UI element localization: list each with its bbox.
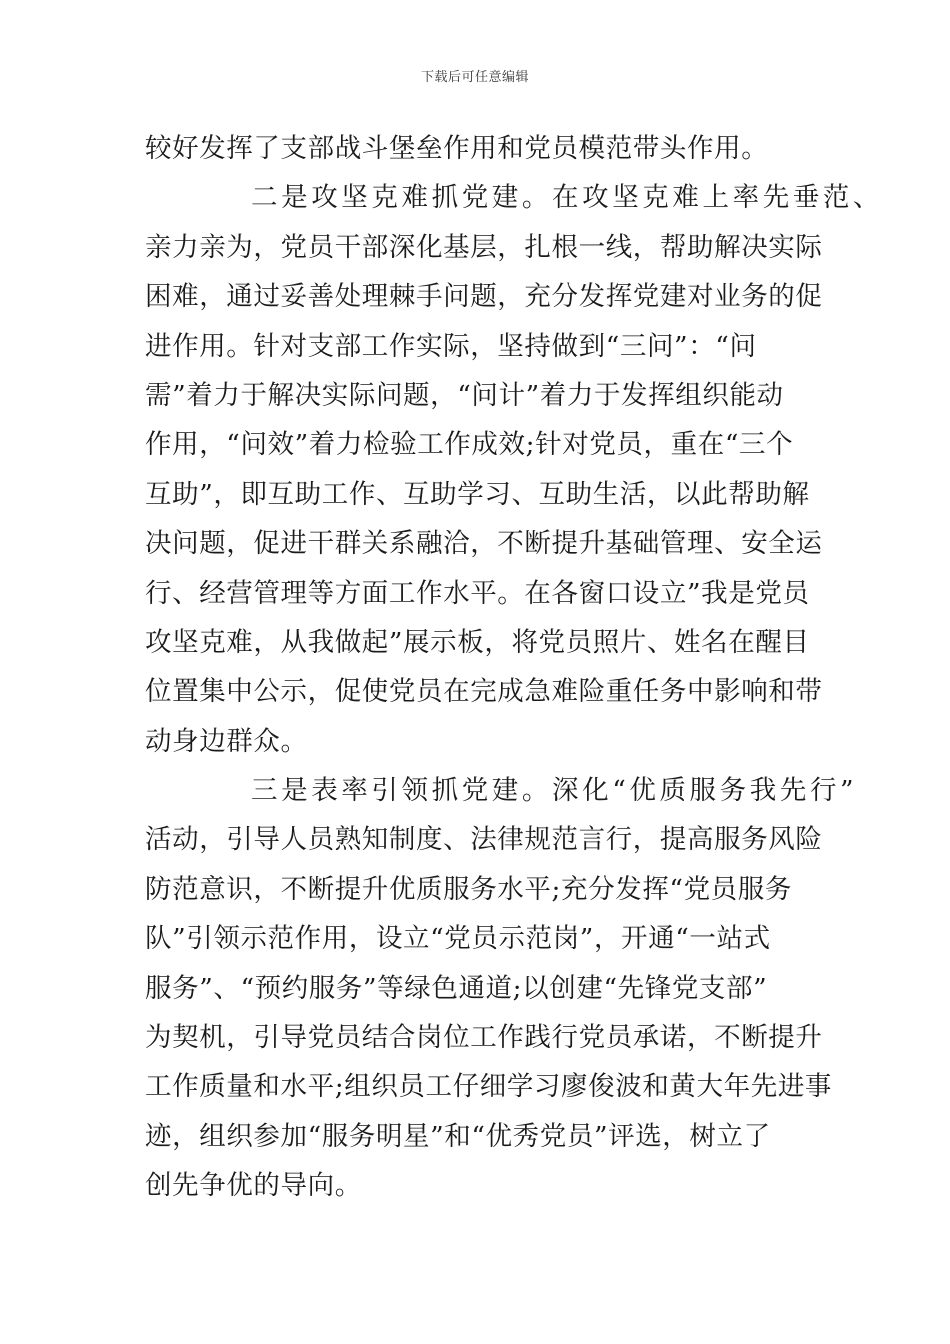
paragraph-line: 防范意识，不断提升优质服务水平;充分发挥“党员服务	[145, 873, 792, 905]
paragraph-line: 二是攻坚克难抓党建。在攻坚克难上率先垂范、	[251, 182, 884, 214]
paragraph-line: 为契机，引导党员结合岗位工作践行党员承诺，不断提升	[145, 1022, 823, 1054]
paragraph-line: 三是表率引领抓党建。深化“优质服务我先行”	[251, 775, 858, 807]
paragraph-line: 需”着力于解决实际问题，“问计”着力于发挥组织能动	[145, 379, 784, 411]
paragraph-line: 行、经营管理等方面工作水平。在各窗口设立”我是党员	[145, 577, 810, 609]
paragraph-line: 决问题，促进干群关系融洽，不断提升基础管理、安全运	[145, 528, 823, 560]
body-text	[145, 124, 884, 1211]
paragraph-line: 互助”，即互助工作、互助学习、互助生活，以此帮助解	[145, 478, 810, 510]
paragraph-line: 困难，通过妥善处理棘手问题，充分发挥党建对业务的促	[145, 281, 823, 313]
paragraph-line: 队”引领示范作用，设立“党员示范岗”，开通“一站式	[145, 923, 771, 955]
paragraph-line: 攻坚克难，从我做起”展示板，将党员照片、姓名在醒目	[145, 626, 810, 658]
paragraph-line: 创先争优的导向。	[145, 1170, 362, 1202]
paragraph-line: 作用，“问效”着力检验工作成效;针对党员，重在“三个	[145, 429, 794, 461]
page-header: 下载后可任意编辑	[420, 70, 529, 85]
paragraph-line: 服务”、“预约服务”等绿色通道;以创建“先锋党支部”	[145, 972, 768, 1004]
paragraph-line: 位置集中公示，促使党员在完成急难险重任务中影响和带	[145, 676, 823, 708]
paragraph-line: 迹，组织参加“服务明星”和“优秀党员”评选，树立了	[145, 1120, 771, 1152]
paragraph-line: 较好发挥了支部战斗堡垒作用和党员模范带头作用。	[145, 133, 769, 164]
paragraph-line: 亲力亲为，党员干部深化基层，扎根一线，帮助解决实际	[145, 231, 823, 263]
paragraph-line: 进作用。针对支部工作实际，坚持做到“三问”：“问	[145, 330, 757, 362]
paragraph-line: 活动，引导人员熟知制度、法律规范言行，提高服务风险	[145, 824, 823, 856]
paragraph-line: 工作质量和水平;组织员工仔细学习廖俊波和黄大年先进事	[145, 1071, 833, 1103]
paragraph-line: 动身边群众。	[145, 725, 308, 757]
